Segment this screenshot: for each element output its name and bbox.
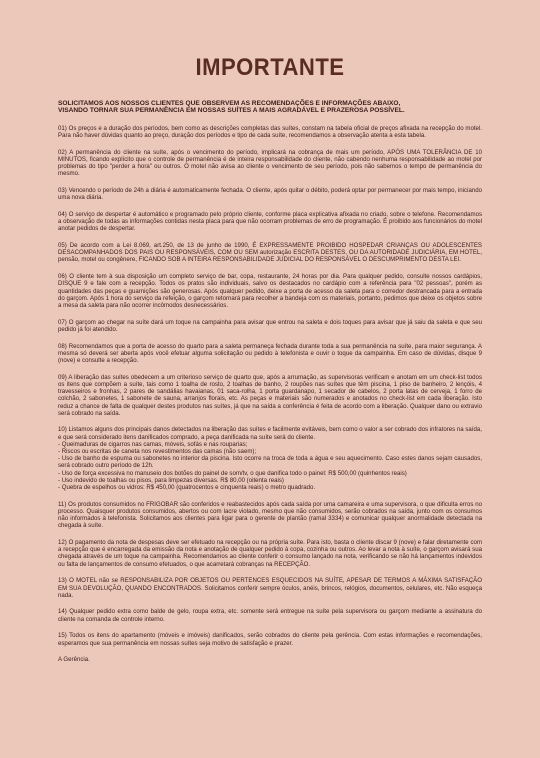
rule-item <box>58 211 482 233</box>
rule-item <box>58 426 482 491</box>
rule-text: 11) Os produtos consumidos no FRIGOBAR são conferidos e reabastecidos após cada saída por uma camareira e uma supervisora, o que dificulta erros no processo. Quaisquer produtos consumidos, abertos ou com lacre violado, mesmo que não consumidos, serão cobrados na saída, junto com os consumos não informados à telefonista. Solicitamos aos clientes para ligar para o gerente de plantão (ramal 3334) e comunicar qualquer anormalidade detectada na chegada à suíte. <box>58 500 482 530</box>
rule-item <box>58 632 482 646</box>
rule-item <box>58 539 482 568</box>
intro-line: SOLICITAMOS AOS NOSSOS CLIENTES QUE OBSERVEM AS RECOMENDAÇÕES E INFORMAÇÕES ABAIXO, <box>58 100 401 107</box>
page-title: IMPORTANTE <box>195 54 345 81</box>
rule-text: 06) O cliente tem à sua disposição um completo serviço de bar, copa, restaurante, 24 horas por dia. Para qualquer pedido, consulte nossos cardápios, DISQUE 9 e fale com a recepção. Todos os pratos são individuais, salvo os destacados no cardápio com a referência para "02 pessoas", porém as quantidades das peças e guarnições são generosas. Após qualquer pedido, deixe a porta de acesso da saleta para o corredor destrancada para a entrada do garçom. Após 1 hora do serviço da refeição, o garçom retornará para recolher a bandeja com os materiais, portanto, pedimos que deixe os objetos sobre a mesa da saleta para não ocorrer incômodos desnecessários. <box>58 273 482 309</box>
rule-text: - Riscos ou escritas de caneta nos revestimentos das camas (não saem); <box>58 448 257 456</box>
rule-text: 10) Listamos alguns dos principais danos detectados na liberação das suítes e facilmente evitáveis, bem como o valor a ser cobrado dos infratores na saída, e que será considerado itens danificados comprado, a peça danificada na suíte será do cliente. <box>58 426 482 441</box>
rule-text: - Quebra de espelhos ou vidros: R$ 450,00 (quatrocentos e cinquenta reais) o metro quadrado. <box>58 484 316 492</box>
rule-text: 03) Vencendo o período de 24h a diária é automaticamente fechada. O cliente, após quitar o débito, poderá optar por permanecer por mais tempo, iniciando uma nova diária. <box>58 187 482 202</box>
rule-text: - Queimaduras de cigarros nas camas, móveis, sofás e nas rouparias; <box>58 440 248 448</box>
rule-text: 05) De acordo com a Lei 8.069, art.250, de 13 de junho de 1990, É EXPRESSAMENTE PROIBIDO HOSPEDAR CRIANÇAS OU ADOLESCENTES DESACOMPANHADOS DOS PAIS OU RESPONSÁVEIS, COM OU SEM autorização ESCRITA DESTES, OU DA AUTORIDADE JUDICIÁRIA, EM HOTEL, pensão, motel ou congênere, FICANDO SOB A INTEIRA RESPONSABILIDADE JUDICIAL DO RESPONSÁVEL O DESCUMPRIMENTO DESTA LEI. <box>58 242 482 264</box>
rule-text: - Uso de força excessiva no manuseio dos botões do painel de som/tv, o que danifica todo o painel: R$ 500,00 (quinhentos reais) <box>58 469 407 477</box>
intro-line: VISANDO TORNAR SUA PERMANÊNCIA EM NOSSAS SUÍTES A MAIS AGRADÁVEL E PRAZEROSA POSSÍVEL. <box>58 107 405 115</box>
rule-item <box>58 242 482 264</box>
rules-list <box>58 125 482 647</box>
rule-text: 02) A permanência do cliente na suíte, após o vencimento do período, implicará na cobrança de mais um período, APÓS UMA TOLERÂNCIA DE 10 MINUTOS, ficando explícito que o controle de permanência é de inteira responsabilidade do cliente, não cabendo nenhuma responsabilidade ao motel por problemas do tipo "perder a hora" ou outros. O motel não avisa ao cliente o vencimento de seu período, pois não sabemos o tempo de permanência do mesmo. <box>58 148 482 178</box>
rule-text: 15) Todos os itens do apartamento (móveis e imóveis) danificados, serão cobrados do cliente pela gerência. Com estas informações e recomendações, esperamos que sua permanência em nossas suítes seja motivo de satisfação e prazer. <box>58 632 482 647</box>
rule-text: 08) Recomendamos que a porta de acesso do quarto para a saleta permaneça fechada durante toda a sua permanência na suíte, para maior segurança. A mesma só deverá ser aberta após você efetuar alguma solicitação ou pedido à telefonista e ouvir o toque da campainha. Em caso de dúvidas, disque 9 (nove) e consulte a recepção. <box>58 342 482 364</box>
rule-text: - Uso indevido de toalhas ou pisos, para limpezas diversas. R$ 80,00 (oitenta reais) <box>58 476 284 484</box>
rule-item <box>58 187 482 201</box>
rule-text: 09) A liberação das suítes obedecem a um criterioso serviço de quarto que, após a arrumação, as supervisoras verificam e anotam em um check-list todos os itens que compõem a suíte, tais como 1 toalha de rosto, 2 toalhas de banho, 2 roupões nas suítes que têm piscina, 1 piso de banheiro, 2 lençóis, 4 travesseiros e fronhas, 2 pares de sandálias havaianas, 01 saca-rolha, 1 porta guardanapo, 1 secador de cabelos, 2 porta latas de cerveja, 1 forro de colchão, 2 sabonetes, 1 sabonete de sauna, arranjos florais, etc. As peças e materiais são numerados e anotados no check-list em cada liberação. Isto reduz a chance de falta de qualquer destes produtos nas suítes, já que na saída a conferência é feita de acordo com a liberação. Qualquer dano ou extravio será cobrado na saída. <box>58 373 482 417</box>
rule-item <box>58 608 482 622</box>
rule-text: 12) O pagamento da nota de despesas deve ser efetuado na recepção ou na própria suíte. Para isto, basta o cliente discar 9 (nove) e falar diretamente com a recepção que é encarregada da emissão da nota e anotação de qualquer pedido à copa, cozinha ou outros. Ao levar a nota à suíte, o garçom avisará sua chegada através de um toque na campainha. Recomendamos ao cliente conferir o consumo lançado na nota, verificando se não há lançamentos indevidos ou falta de lançamentos de consumo efetuados, o que acarretará cobranças na RECEPÇÃO. <box>58 539 482 568</box>
rule-text: 07) O garçom ao chegar na suíte dará um toque na campainha para avisar que entrou na saleta e dois toques para avisar que já saiu da saleta e que seu pedido já foi atendido. <box>58 318 482 333</box>
intro-notice <box>58 100 482 115</box>
rule-text: 01) Os preços e a duração dos períodos, bem como as descrições completas das suítes, constam na tabela oficial de preços afixada na recepção do motel. Para não haver dúvidas quanto ao preço, duração dos períodos e tipo de cada suíte, recomendamos a observação atenta a esta tabela. <box>58 124 482 140</box>
rule-text: 14) Qualquer pedido extra como balde de gelo, roupa extra, etc. somente será entregue na suíte pela supervisora ou garçom mediante a assinatura do cliente na comanda de controle interno. <box>58 608 482 623</box>
rule-item <box>58 374 482 417</box>
rule-text: 13) O MOTEL não se RESPONSABILIZA POR OBJETOS OU PERTENCES ESQUECIDOS NA SUÍTE, APESAR DE TERMOS A MÁXIMA SATISFAÇÃO EM SUA DEVOLUÇÃO, QUANDO ENCONTRADOS. Solicitamos conferir sempre óculos, anéis, brincos, relógios, documentos, celulares, etc. Não esqueça nada. <box>58 577 482 599</box>
rule-text: 04) O serviço de despertar é automático e programado pelo próprio cliente, conforme placa explicativa afixada no criado, sobre o telefone. Recomendamos a observação de todas as informações contidas nesta placa para que não ocorram problemas de erro de programação. É proibido aos funcionários do motel anotar pedidos de despertar. <box>58 210 482 233</box>
rule-item <box>58 149 482 178</box>
rule-item <box>58 501 482 530</box>
rule-item <box>58 319 482 333</box>
rule-text: - Uso de banho de espuma ou sabonetes no interior da piscina. Isto ocorre na troca de toda a água e seu aquecimento. Caso estes danos sejam causados, será cobrado outro período de 12h. <box>58 455 482 470</box>
rule-item <box>58 577 482 599</box>
signature: A Gerência. <box>58 656 90 664</box>
rule-item <box>58 273 482 309</box>
rule-item <box>58 125 482 139</box>
rule-item <box>58 343 482 365</box>
